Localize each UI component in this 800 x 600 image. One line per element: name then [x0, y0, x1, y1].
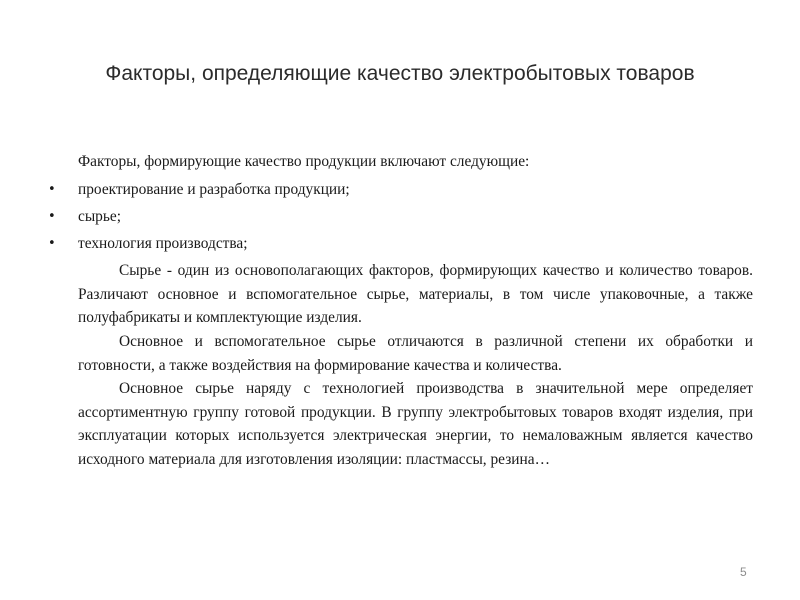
list-item	[48, 178, 753, 202]
slide-content	[48, 150, 753, 472]
page-number: 5	[740, 565, 747, 579]
factor-list	[48, 178, 753, 256]
intro-text: Факторы, формирующие качество продукции включают следующие:	[78, 153, 530, 170]
paragraph-main-auxiliary: Основное и вспомогательное сырье отличаются в различной степени их обработки и готовности, а также воздействия на формирование качества и количества.	[78, 332, 753, 374]
paragraph-raw-materials: Сырье - один из основополагающих факторов, формирующих качество и количество товаров. Различают основное и вспомогательное сырье, материалы, в том числе упаковочные, а также полуфабрикаты и комплектующие изделия.	[78, 262, 753, 327]
bullet-dot-icon: •	[48, 181, 56, 197]
list-item-text: сырье;	[78, 207, 121, 225]
slide-title: Факторы, определяющие качество электробытовых товаров	[105, 62, 695, 85]
paragraph-assortment: Основное сырье наряду с технологией производства в значительной мере определяет ассортиментную группу готовой продукции. В группу электробытовых товаров входят изделия, при эксплуатации которых используется электрическая энергии, то немаловажным является качество исходного материала для изготовления изоляции: пластмассы, резина…	[78, 380, 753, 468]
list-item	[48, 232, 753, 256]
list-item-text: проектирование и разработка продукции;	[78, 180, 350, 198]
bullet-dot-icon: •	[48, 208, 56, 224]
list-item-text: технология производства;	[78, 234, 248, 252]
list-item	[48, 205, 753, 229]
bullet-dot-icon: •	[48, 235, 56, 251]
